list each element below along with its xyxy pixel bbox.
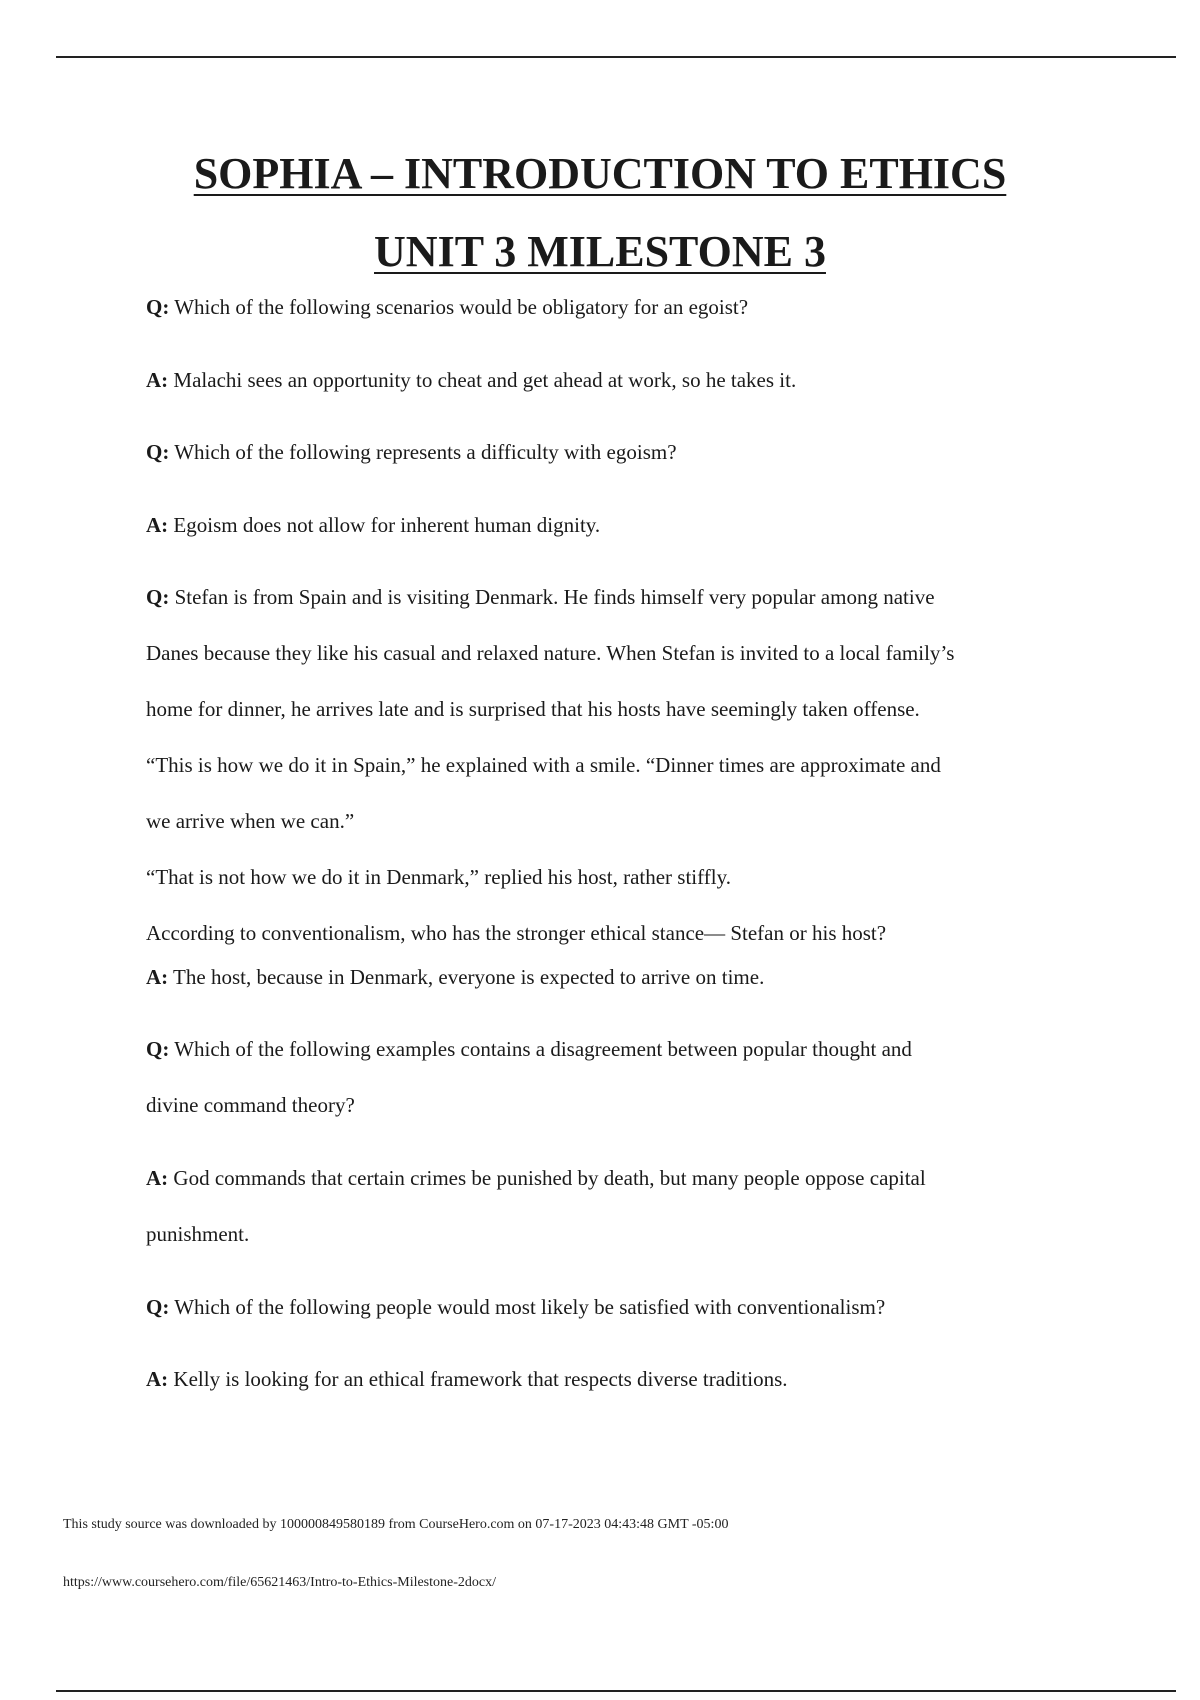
answer-5-text: Kelly is looking for an ethical framework that respects diverse traditions. bbox=[173, 1367, 788, 1391]
top-rule bbox=[56, 56, 1176, 58]
question-3-line-1 bbox=[146, 569, 1096, 625]
answer-3 bbox=[146, 962, 1096, 992]
question-1-text: Which of the following scenarios would be obligatory for an egoist? bbox=[174, 295, 749, 319]
answer-5 bbox=[146, 1364, 1096, 1394]
answer-2 bbox=[146, 510, 1096, 540]
question-3-line-4: “This is how we do it in Spain,” he explained with a smile. “Dinner times are approximate and bbox=[146, 753, 941, 777]
question-label: Q: bbox=[146, 295, 170, 319]
question-label: Q: bbox=[146, 1295, 170, 1319]
answer-label: A: bbox=[146, 1166, 169, 1190]
question-3 bbox=[146, 569, 1096, 961]
answer-label: A: bbox=[146, 1367, 169, 1391]
question-4-line-1 bbox=[146, 1021, 1096, 1077]
answer-3-text: The host, because in Denmark, everyone is expected to arrive on time. bbox=[173, 965, 765, 989]
answer-1 bbox=[146, 365, 1096, 395]
question-5 bbox=[146, 1292, 1096, 1322]
footer-download-note: This study source was downloaded by 100000849580189 from CourseHero.com on 07-17-2023 04:43:48 GMT -05:00 bbox=[63, 1517, 729, 1532]
answer-4-line-1 bbox=[146, 1150, 1096, 1206]
question-2-text: Which of the following represents a difficulty with egoism? bbox=[174, 440, 677, 464]
question-5-text: Which of the following people would most likely be satisfied with conventionalism? bbox=[174, 1295, 886, 1319]
question-3-line-3: home for dinner, he arrives late and is surprised that his hosts have seemingly taken offense. bbox=[146, 697, 920, 721]
answer-label: A: bbox=[146, 513, 169, 537]
answer-4-text-1: God commands that certain crimes be punished by death, but many people oppose capital bbox=[173, 1166, 926, 1190]
answer-2-text: Egoism does not allow for inherent human dignity. bbox=[173, 513, 601, 537]
qa-content bbox=[146, 292, 1096, 1394]
question-label: Q: bbox=[146, 440, 170, 464]
question-3-line-2: Danes because they like his casual and relaxed nature. When Stefan is invited to a local family’s bbox=[146, 641, 955, 665]
answer-4-line-2: punishment. bbox=[146, 1222, 250, 1246]
answer-label: A: bbox=[146, 368, 169, 392]
footer-source-url[interactable]: https://www.coursehero.com/file/65621463/Intro-to-Ethics-Milestone-2docx/ bbox=[63, 1575, 497, 1590]
question-4 bbox=[146, 1021, 1096, 1133]
question-2 bbox=[146, 437, 1096, 467]
question-label: Q: bbox=[146, 1037, 170, 1061]
answer-label: A: bbox=[146, 965, 169, 989]
question-1 bbox=[146, 292, 1096, 322]
bottom-rule bbox=[56, 1690, 1176, 1692]
question-4-text-1: Which of the following examples contains a disagreement between popular thought and bbox=[174, 1037, 912, 1061]
question-4-line-2: divine command theory? bbox=[146, 1093, 355, 1117]
answer-1-text: Malachi sees an opportunity to cheat and get ahead at work, so he takes it. bbox=[173, 368, 797, 392]
question-3-line-5: we arrive when we can.” bbox=[146, 809, 355, 833]
question-label: Q: bbox=[146, 585, 170, 609]
question-3-line-7: According to conventionalism, who has the stronger ethical stance— Stefan or his host? bbox=[146, 921, 887, 945]
document-title-line-1: SOPHIA – INTRODUCTION TO ETHICS bbox=[193, 149, 1007, 198]
question-3-line-6: “That is not how we do it in Denmark,” replied his host, rather stiffly. bbox=[146, 865, 731, 889]
answer-4 bbox=[146, 1150, 1096, 1262]
question-3-text-1: Stefan is from Spain and is visiting Denmark. He finds himself very popular among native bbox=[174, 585, 935, 609]
document-title-line-2: UNIT 3 MILESTONE 3 bbox=[374, 227, 826, 276]
